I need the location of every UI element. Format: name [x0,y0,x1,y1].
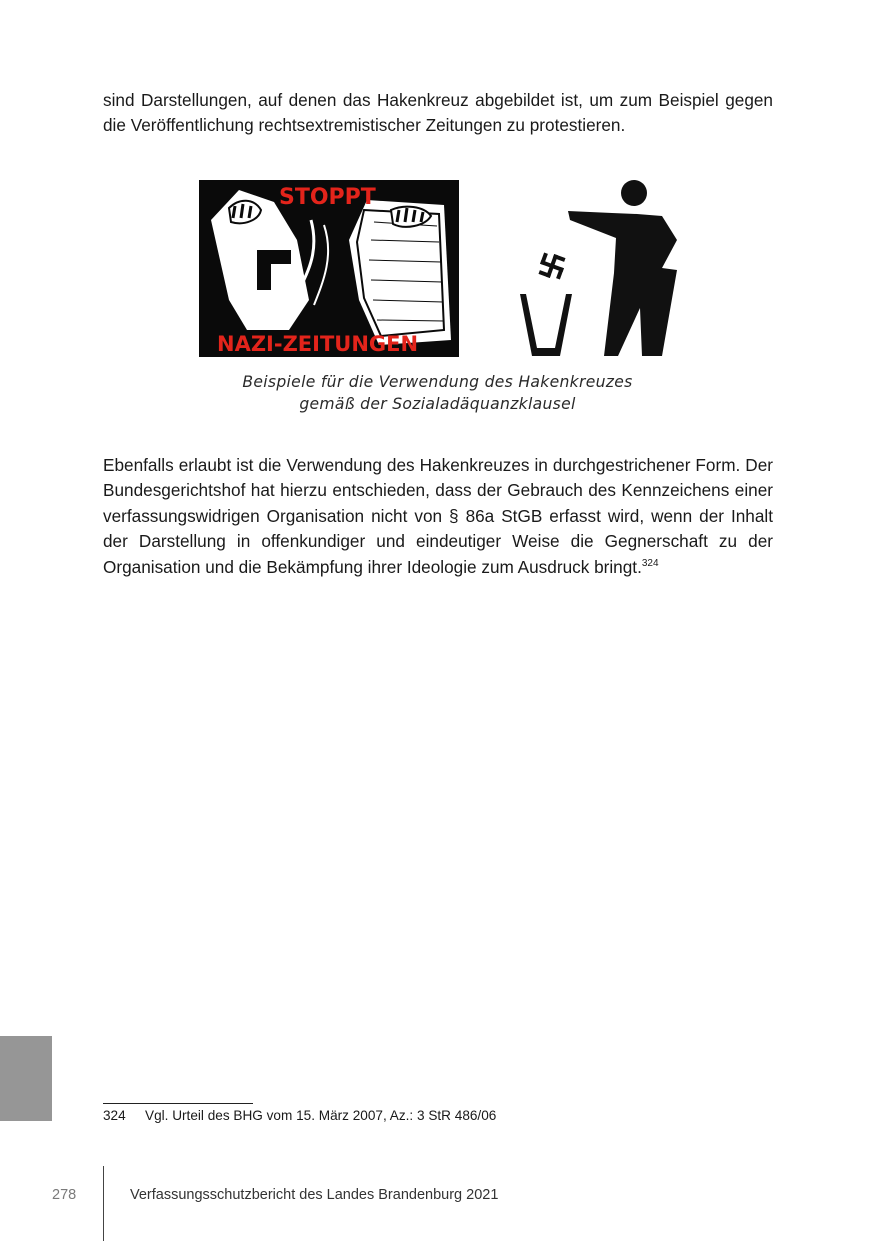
footnote-reference[interactable]: 324 [641,557,659,569]
body-paragraph-1: sind Darstellungen, auf denen das Hakenkreuz abgebildet ist, um zum Beispiel gegen die Veröffentlichung rechtsextremistischer Zeitungen zu protestieren. [103,90,773,136]
footer-divider [103,1166,104,1241]
page-number: 278 [52,1187,77,1203]
footnote-number: 324 [103,1108,126,1123]
stoppt-nazi-zeitungen-poster [199,180,459,357]
caption-line-1: Beispiele für die Verwendung des Hakenkreuzes [242,373,633,391]
footnote-text: Vgl. Urteil des BHG vom 15. März 2007, Az.: 3 StR 486/06 [145,1108,497,1123]
poster-bottom-text: NAZI-ZEITUNGEN [217,332,419,356]
swastika-icon [537,251,568,282]
swastika-in-trash-pictogram [512,178,680,360]
footnote-divider [103,1103,253,1104]
footnote [103,1107,496,1125]
chapter-side-tab [0,1036,52,1121]
body-paragraph-2-text: Ebenfalls erlaubt ist die Verwendung des Hakenkreuzes in durchgestrichener Form. Der Bundesgerichtshof hat hierzu entschieden, dass der Gebrauch des Kennzeichens einer verfassungswidrigen Organisation nicht von § 86a StGB erfasst wird, wenn der Inhalt der Darstellung in offenkundiger und eindeutiger Weise die Gegnerschaft zu der Organisation und die Bekämpfung ihrer Ideologie zum Ausdruck bringt. [103,455,773,577]
caption-line-2: gemäß der Sozialadäquanzklausel [299,395,576,413]
body-paragraph-2 [103,453,773,580]
figure-caption [150,371,725,415]
running-title: Verfassungsschutzbericht des Landes Brandenburg 2021 [130,1187,499,1203]
poster-top-text: STOPPT [279,185,376,210]
